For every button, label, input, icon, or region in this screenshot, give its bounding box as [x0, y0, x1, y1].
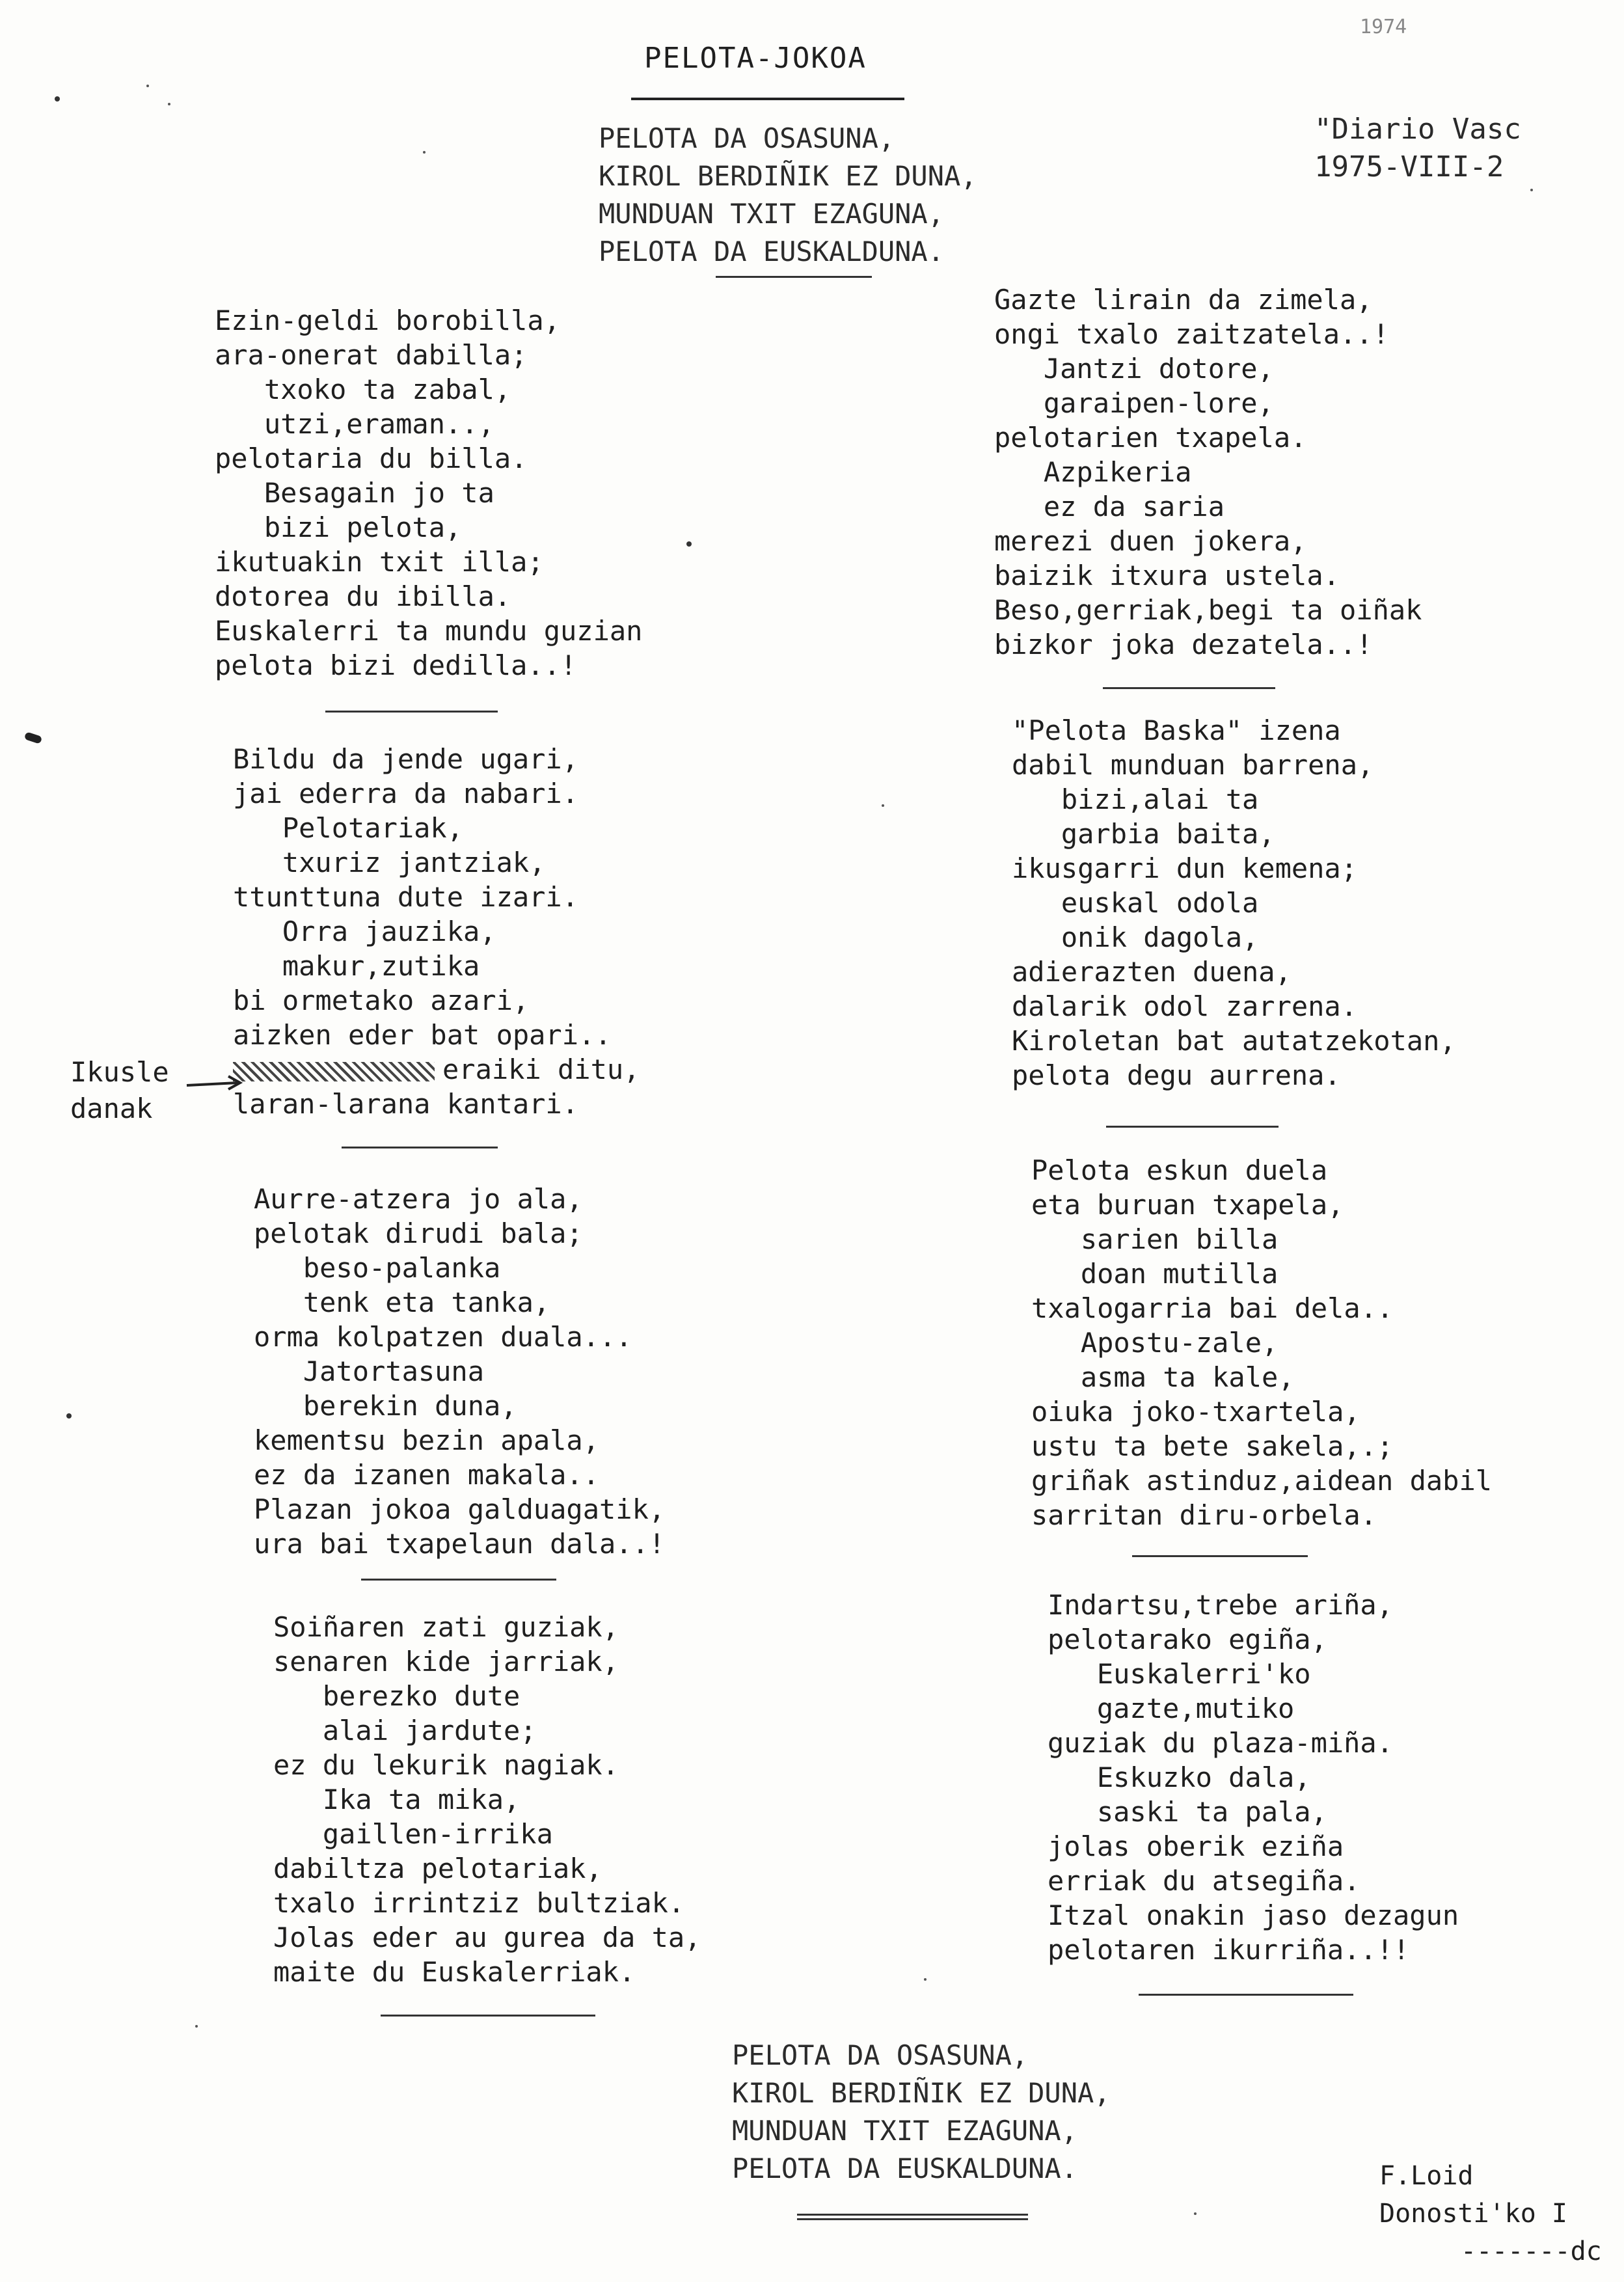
- signature-dash: [1461, 2233, 1602, 2270]
- verse-line: bizi pelota,: [215, 511, 462, 543]
- verse-line: Apostu-zale,: [1031, 1327, 1279, 1359]
- ink-speck: [66, 1413, 72, 1419]
- verse-line: aizken eder bat opari..: [233, 1019, 612, 1051]
- ink-mark: [24, 731, 42, 744]
- verse-line: adierazten duena,: [1012, 956, 1292, 988]
- refrain-line: KIROL BERDIÑIK EZ DUNA,: [732, 2077, 1111, 2109]
- ink-speck: [168, 103, 170, 105]
- separator-line: [342, 1147, 498, 1148]
- verse-line: pelota degu aurrena.: [1012, 1059, 1341, 1091]
- verse-line: sarritan diru-orbela.: [1031, 1499, 1377, 1531]
- separator-line: [361, 1579, 556, 1581]
- ink-speck: [1530, 189, 1533, 191]
- verse-line: beso-palanka: [254, 1252, 501, 1284]
- poem-title: PELOTA-JOKOA: [644, 42, 867, 75]
- verse-line: berekin duna,: [254, 1390, 517, 1422]
- signature-line-1: F.Loid: [1379, 2161, 1474, 2191]
- verse-line: euskal odola: [1012, 887, 1259, 919]
- verse-line: bizi,alai ta: [1012, 783, 1259, 815]
- verse-line: saski ta pala,: [1048, 1796, 1327, 1828]
- verse-line: orma kolpatzen duala...: [254, 1321, 632, 1353]
- separator-line: [325, 711, 498, 713]
- ink-speck: [195, 2025, 198, 2028]
- verse-line: erriak du atsegiña.: [1048, 1865, 1360, 1897]
- verse-line: ura bai txapelaun dala..!: [254, 1528, 666, 1560]
- source-line-1: "Diario Vasc: [1314, 113, 1521, 146]
- verse-line: garaipen-lore,: [994, 387, 1274, 419]
- verse-line: Gazte lirain da zimela,: [994, 284, 1373, 316]
- verse-line: Jantzi dotore,: [994, 353, 1274, 385]
- verse-line: baizik itxura ustela.: [994, 560, 1340, 591]
- verse-line: bi ormetako azari,: [233, 985, 530, 1016]
- verse-line: jolas oberik eziña: [1048, 1830, 1344, 1862]
- verse-line: Beso,gerriak,begi ta oiñak: [994, 594, 1422, 626]
- verse-line: pelotarako egiña,: [1048, 1623, 1327, 1655]
- right-stanza-4: [1048, 1588, 1459, 1967]
- right-stanza-2: [1012, 713, 1456, 1093]
- verse-line: Bildu da jende ugari,: [233, 743, 579, 775]
- verse-line: asma ta kale,: [1031, 1361, 1295, 1393]
- left-stanza-3: [254, 1182, 665, 1561]
- verse-line: dabil munduan barrena,: [1012, 749, 1374, 781]
- verse-line: maite du Euskalerriak.: [273, 1956, 636, 1988]
- verse-line: Pelotariak,: [233, 812, 464, 844]
- ink-speck: [146, 85, 149, 87]
- verse-line: dabiltza pelotariak,: [273, 1853, 602, 1884]
- verse-line: dotorea du ibilla.: [215, 580, 511, 612]
- margin-note-line-1: Ikusle: [70, 1056, 169, 1088]
- verse-line: Plazan jokoa galduagatik,: [254, 1493, 666, 1525]
- refrain-line: PELOTA DA EUSKALDUNA.: [599, 236, 945, 267]
- verse-line: Kiroletan bat autatzekotan,: [1012, 1025, 1456, 1057]
- margin-correction: [70, 1054, 169, 1127]
- verse-line: txalo irrintziz bultziak.: [273, 1887, 685, 1919]
- verse-line: garbia baita,: [1012, 818, 1275, 850]
- verse-line: eraiki ditu,: [442, 1053, 640, 1085]
- signature-place: [1379, 2195, 1567, 2233]
- ink-speck: [423, 151, 426, 154]
- verse-line: ez da izanen makala..: [254, 1459, 600, 1491]
- source-line-2: 1975-VIII-2: [1314, 150, 1504, 183]
- verse-line: Soiñaren zati guziak,: [273, 1611, 619, 1643]
- separator-line: [1139, 1994, 1353, 1996]
- verse-line: sarien billa: [1031, 1223, 1279, 1255]
- double-separator-line: [797, 2214, 1028, 2220]
- left-stanza-2: [233, 742, 640, 1121]
- verse-line: Indartsu,trebe ariña,: [1048, 1589, 1394, 1621]
- verse-line: ara-onerat dabilla;: [215, 339, 528, 371]
- archive-stamp: 1974: [1360, 16, 1407, 38]
- verse-line: dalarik odol zarrena.: [1012, 990, 1358, 1022]
- verse-line: oiuka joko-txartela,: [1031, 1396, 1360, 1428]
- verse-line: Orra jauzika,: [233, 916, 496, 947]
- ink-speck: [924, 1978, 927, 1981]
- separator-line: [716, 276, 872, 278]
- separator-line: [1106, 1126, 1279, 1128]
- ink-speck: [1194, 2212, 1197, 2215]
- left-stanza-1: [215, 303, 642, 683]
- right-stanza-1: [994, 282, 1422, 662]
- verse-line: txalogarria bai dela..: [1031, 1292, 1394, 1324]
- separator-line: [1103, 687, 1275, 689]
- verse-line: txuriz jantziak,: [233, 847, 546, 878]
- separator-line: [1132, 1555, 1308, 1557]
- signature-line-3: -------dc: [1461, 2236, 1602, 2266]
- verse-line: Jolas eder au gurea da ta,: [273, 1922, 701, 1953]
- arrow-icon: [185, 1074, 244, 1093]
- verse-line: Besagain jo ta: [215, 477, 494, 509]
- signature: [1379, 2157, 1474, 2195]
- verse-line: ikutuakin txit illa;: [215, 546, 544, 578]
- verse-line: Jatortasuna: [254, 1355, 485, 1387]
- verse-line: "Pelota Baska" izena: [1012, 714, 1341, 746]
- separator-line: [381, 2015, 595, 2017]
- verse-line: pelotak dirudi bala;: [254, 1217, 583, 1249]
- verse-line: kementsu bezin apala,: [254, 1424, 600, 1456]
- verse-line: pelotaria du billa.: [215, 442, 528, 474]
- refrain-bottom: [732, 2037, 1111, 2188]
- refrain-line: MUNDUAN TXIT EZAGUNA,: [599, 198, 945, 230]
- verse-line: alai jardute;: [273, 1715, 537, 1746]
- verse-line: gazte,mutiko: [1048, 1692, 1295, 1724]
- verse-line: makur,zutika: [233, 950, 480, 982]
- margin-note-line-2: danak: [70, 1093, 153, 1124]
- ink-speck: [686, 541, 692, 547]
- verse-line: guziak du plaza-miña.: [1048, 1727, 1394, 1759]
- verse-line: berezko dute: [273, 1680, 521, 1712]
- verse-line: pelotaren ikurriña..!!: [1048, 1934, 1410, 1966]
- source-citation: [1314, 111, 1521, 186]
- verse-line: pelota bizi dedilla..!: [215, 649, 577, 681]
- refrain-line: MUNDUAN TXIT EZAGUNA,: [732, 2115, 1078, 2147]
- verse-line: Euskalerri'ko: [1048, 1658, 1311, 1690]
- left-stanza-4: [273, 1610, 701, 1989]
- verse-line: eta buruan txapela,: [1031, 1189, 1344, 1221]
- crossed-out-word: [233, 1062, 435, 1081]
- title-underline: [631, 98, 904, 100]
- verse-line: ongi txalo zaitzatela..!: [994, 318, 1389, 350]
- verse-line: ustu ta bete sakela,.;: [1031, 1430, 1394, 1462]
- ink-speck: [55, 96, 60, 102]
- verse-line: senaren kide jarriak,: [273, 1646, 619, 1678]
- refrain-top: [599, 120, 977, 271]
- verse-line: Pelota eskun duela: [1031, 1154, 1328, 1186]
- verse-line: ez du lekurik nagiak.: [273, 1749, 619, 1781]
- refrain-line: PELOTA DA EUSKALDUNA.: [732, 2153, 1078, 2184]
- verse-line: utzi,eraman..,: [215, 408, 494, 440]
- verse-line: tenk eta tanka,: [254, 1286, 550, 1318]
- verse-line: onik dagola,: [1012, 921, 1259, 953]
- verse-line: doan mutilla: [1031, 1258, 1279, 1290]
- verse-line: txoko ta zabal,: [215, 374, 511, 405]
- verse-line: Azpikeria: [994, 456, 1192, 488]
- verse-line: Aurre-atzera jo ala,: [254, 1183, 583, 1215]
- verse-line: ez da saria: [994, 491, 1225, 523]
- refrain-line: PELOTA DA OSASUNA,: [732, 2039, 1029, 2071]
- verse-line: Ezin-geldi borobilla,: [215, 305, 561, 336]
- refrain-line: PELOTA DA OSASUNA,: [599, 122, 895, 154]
- verse-line: griñak astinduz,aidean dabil: [1031, 1465, 1493, 1497]
- verse-line: ttunttuna dute izari.: [233, 881, 579, 913]
- verse-line: laran-larana kantari.: [233, 1088, 579, 1120]
- verse-line: pelotarien txapela.: [994, 422, 1307, 454]
- verse-line: bizkor joka dezatela..!: [994, 629, 1373, 660]
- verse-line: Itzal onakin jaso dezagun: [1048, 1899, 1459, 1931]
- verse-line: Ika ta mika,: [273, 1784, 521, 1815]
- verse-line: jai ederra da nabari.: [233, 778, 579, 809]
- verse-line: merezi duen jokera,: [994, 525, 1307, 557]
- verse-line: Eskuzko dala,: [1048, 1761, 1311, 1793]
- refrain-line: KIROL BERDIÑIK EZ DUNA,: [599, 160, 977, 192]
- right-stanza-3: [1031, 1153, 1492, 1532]
- verse-line: Euskalerri ta mundu guzian: [215, 615, 643, 647]
- signature-line-2: Donosti'ko I: [1379, 2199, 1567, 2229]
- verse-line: gaillen-irrika: [273, 1818, 553, 1850]
- ink-speck: [882, 804, 884, 807]
- verse-line: ikusgarri dun kemena;: [1012, 852, 1358, 884]
